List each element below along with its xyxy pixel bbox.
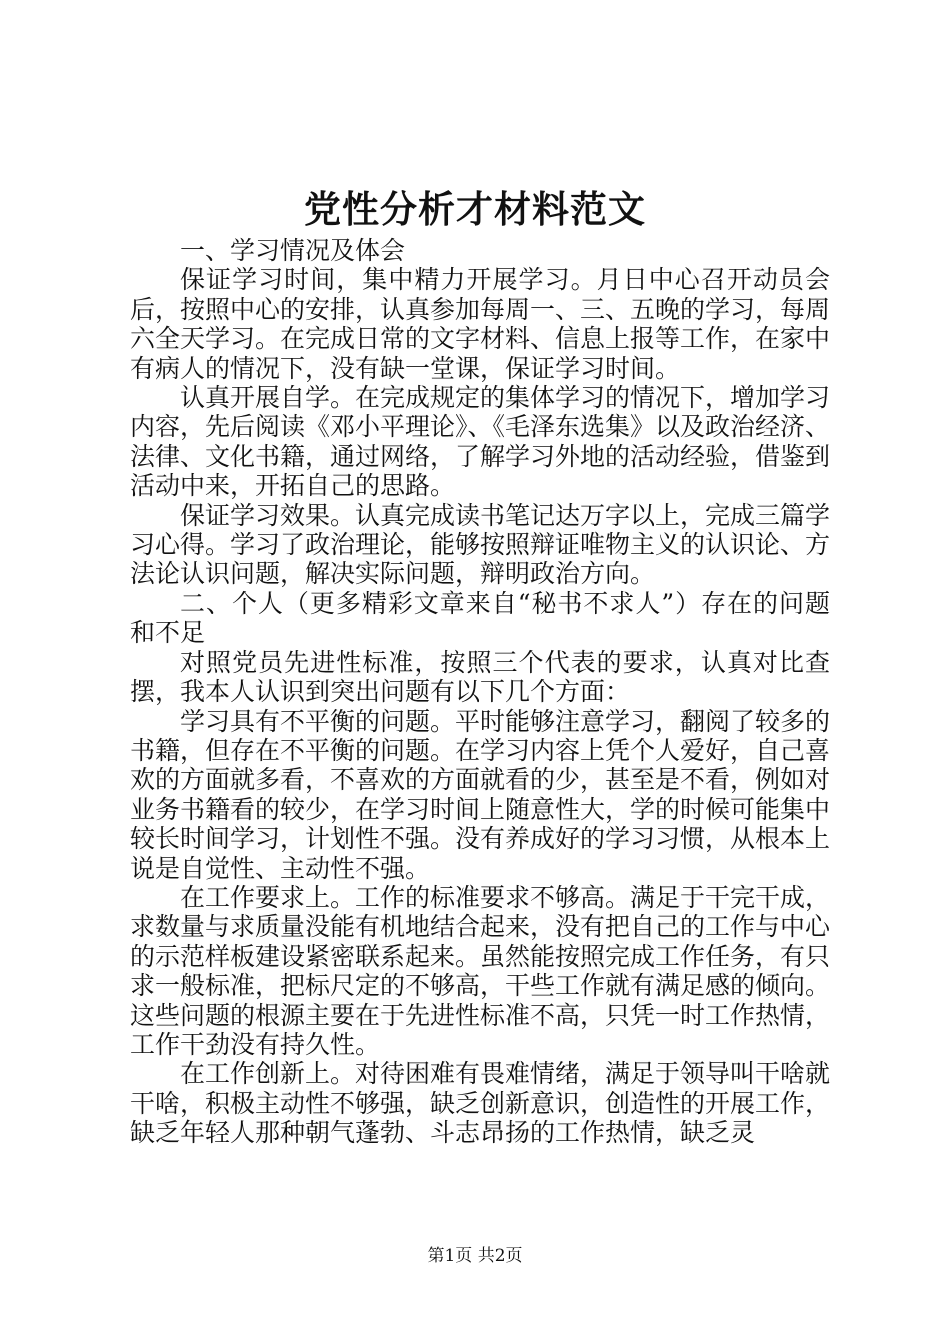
paragraph: 学习具有不平衡的问题。平时能够注意学习，翻阅了较多的书籍，但存在不平衡的问题。在学习内容上凭个人爱好，自己喜欢的方面就多看，不喜欢的方面就看的少，甚至是不看，例如对业务书籍看的较少，在学习时间上随意性大，学的时候可能集中较长时间学习，计划性不强。没有养成好的学习习惯，从根本上说是自觉性、主动性不强。 [130, 706, 831, 883]
paragraph: 认真开展自学。在完成规定的集体学习的情况下，增加学习内容，先后阅读《邓小平理论》、《毛泽东选集》以及政治经济、法律、文化书籍，通过网络，了解学习外地的活动经验，借鉴到活动中来，开拓自己的思路。 [130, 383, 831, 501]
page-number: 第1页 共2页 [427, 1246, 523, 1266]
paragraph: 在工作创新上。对待困难有畏难情绪，满足于领导叫干啥就干啥，积极主动性不够强，缺乏创新意识，创造性的开展工作，缺乏年轻人那种朝气蓬勃、斗志昂扬的工作热情，缺乏灵 [130, 1059, 831, 1148]
document-title: 党性分析才材料范文 [304, 187, 646, 231]
paragraph: 保证学习效果。认真完成读书笔记达万字以上，完成三篇学习心得。学习了政治理论，能够按照辩证唯物主义的认识论、方法论认识问题，解决实际问题，辩明政治方向。 [130, 500, 831, 589]
section-heading-study: 一、学习情况及体会 [180, 236, 406, 265]
document-body [130, 236, 830, 1148]
paragraph: 在工作要求上。工作的标准要求不够高。满足于干完干成，求数量与求质量没能有机地结合起来，没有把自己的工作与中心的示范样板建设紧密联系起来。虽然能按照完成工作任务，有只求一般标准，把标尺定的不够高，干些工作就有满足感的倾向。这些问题的根源主要在于先进性标准不高，只凭一时工作热情，工作干劲没有持久性。 [130, 882, 831, 1059]
paragraph: 对照党员先进性标准，按照三个代表的要求，认真对比查摆，我本人认识到突出问题有以下几个方面： [130, 647, 830, 707]
section-heading-problems: 二、个人（更多精彩文章来自“秘书不求人”）存在的问题和不足 [130, 588, 830, 648]
paragraph: 保证学习时间，集中精力开展学习。月日中心召开动员会后，按照中心的安排，认真参加每周一、三、五晚的学习，每周六全天学习。在完成日常的文字材料、信息上报等工作，在家中有病人的情况下，没有缺一堂课，保证学习时间。 [130, 265, 831, 383]
